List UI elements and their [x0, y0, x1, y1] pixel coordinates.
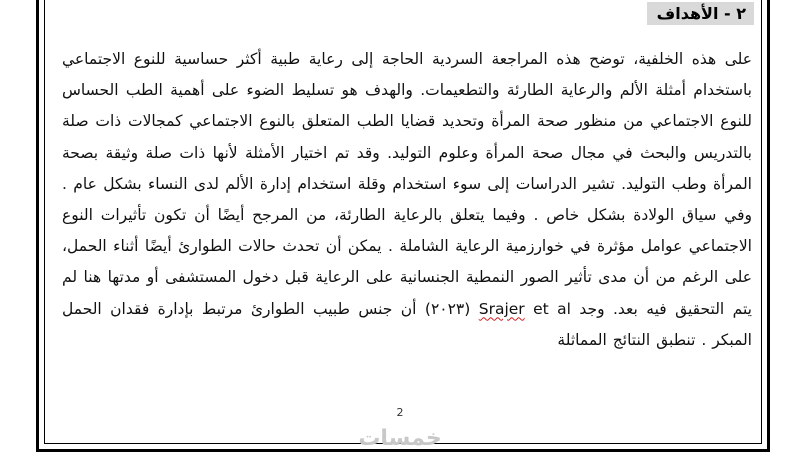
author-name: Srajer [478, 299, 525, 318]
paragraph-text-part1: على هذه الخلفية، توضح هذه المراجعة السردية الحاجة إلى رعاية طبية أكثر حساسية للنوع الاجتماعي باستخدام أمثلة الألم والرعاية الطارئة والتطعيمات. والهدف هو تسليط الضوء على أهمية الطب الحساس للنوع الاجتماعي من منظور صحة المرأة وتحديد قضايا الطب المتعلق بالنوع الاجتماعي كمجالات ذات صلة بالتدريس والبحث في مجال صحة المرأة وعلوم التوليد. وقد تم اختيار الأمثلة لأنها ذات صلة وثيقة بصحة المرأة وطب التوليد. تشير الدراسات إلى سوء استخدام وقلة استخدام إدارة الألم لدى النساء بشكل عام . وفي سياق الولادة بشكل خاص . وفيما يتعلق بالرعاية الطارئة، من المرجح أيضًا أن تكون تأثيرات النوع الاجتماعي عوامل مؤثرة في خوارزمية الرعاية الشاملة . يمكن أن تحدث حالات الطوارئ أيضًا أثناء الحمل، على الرغم من أن مدى تأثير الصور النمطية الجنسانية على الرعاية قبل دخول المستشفى أو مدتها هنا لم يتم التحقيق فيه بعد. وجد [62, 50, 752, 318]
watermark-logo: خمسات [358, 426, 442, 451]
section-heading: ٢ - الأهداف [647, 2, 754, 25]
et-al: et al [533, 299, 571, 318]
page-number: 2 [396, 406, 404, 419]
paragraph-text-part2: (٢٠٢٣) أن جنس طبيب الطوارئ مرتبط بإدارة فقدان الحمل المبكر . تنطبق النتائج المماثلة [62, 299, 752, 349]
body-paragraph [62, 44, 752, 356]
